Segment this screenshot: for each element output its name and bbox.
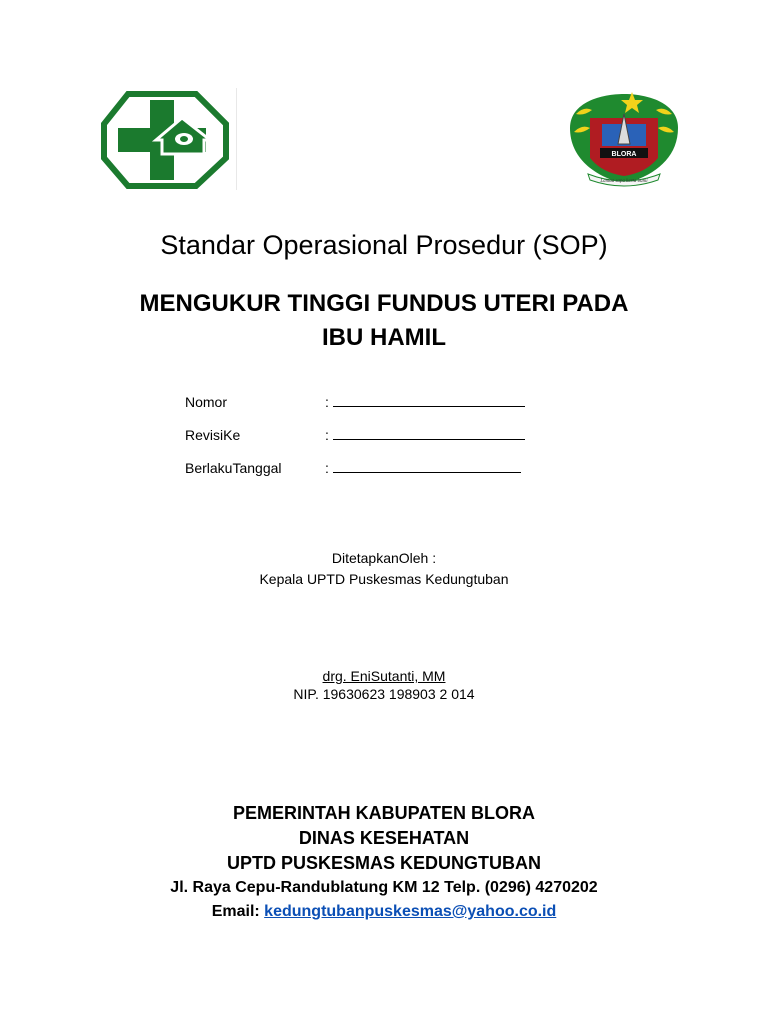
- field-colon: :: [325, 460, 329, 476]
- subtitle-line-1: MENGUKUR TINGGI FUNDUS UTERI PADA: [139, 290, 629, 317]
- field-colon: :: [325, 427, 329, 443]
- field-label: BerlakuTanggal: [185, 460, 282, 476]
- field-nomor: [185, 394, 525, 410]
- document-subtitle: [0, 287, 768, 355]
- field-line: [333, 460, 521, 473]
- signatory-nip: NIP. 19630623 198903 2 014: [293, 686, 475, 702]
- field-berlaku-tanggal: [185, 460, 521, 476]
- signatory-name: drg. EniSutanti, MM: [322, 668, 446, 684]
- subtitle-line-2: IBU HAMIL: [322, 324, 446, 351]
- footer-address: Jl. Raya Cepu-Randublatung KM 12 Telp. (0296) 4270202: [170, 879, 598, 896]
- document-title: Standar Operasional Prosedur (SOP): [160, 230, 608, 260]
- emblem-text: BLORA: [611, 151, 637, 158]
- blora-emblem: [562, 88, 686, 190]
- field-line: [333, 427, 525, 440]
- field-colon: :: [325, 394, 329, 410]
- footer-unit: UPTD PUSKESMAS KEDUNGTUBAN: [226, 853, 541, 873]
- footer-email: [0, 903, 768, 921]
- field-label: Nomor: [185, 394, 228, 410]
- emblem-motto: Lamaa sapa kerta bumi: [600, 179, 648, 184]
- footer-government: PEMERINTAH KABUPATEN BLORA: [233, 803, 535, 823]
- signatory-block: [0, 668, 768, 684]
- approval-position: Kepala UPTD Puskesmas Kedungtuban: [259, 571, 509, 587]
- field-label: RevisiKe: [185, 427, 241, 443]
- field-line: [333, 394, 525, 407]
- blora-regency-emblem-icon: [562, 88, 686, 190]
- field-revisi: [185, 427, 525, 443]
- puskesmas-logo: [92, 88, 237, 190]
- email-label: Email:: [211, 903, 265, 920]
- footer-department: DINAS KESEHATAN: [298, 828, 470, 848]
- puskesmas-logo-icon: [92, 88, 232, 190]
- email-link[interactable]: kedungtubanpuskesmas@yahoo.co.id: [264, 903, 557, 920]
- approval-heading: DitetapkanOleh :: [331, 550, 437, 566]
